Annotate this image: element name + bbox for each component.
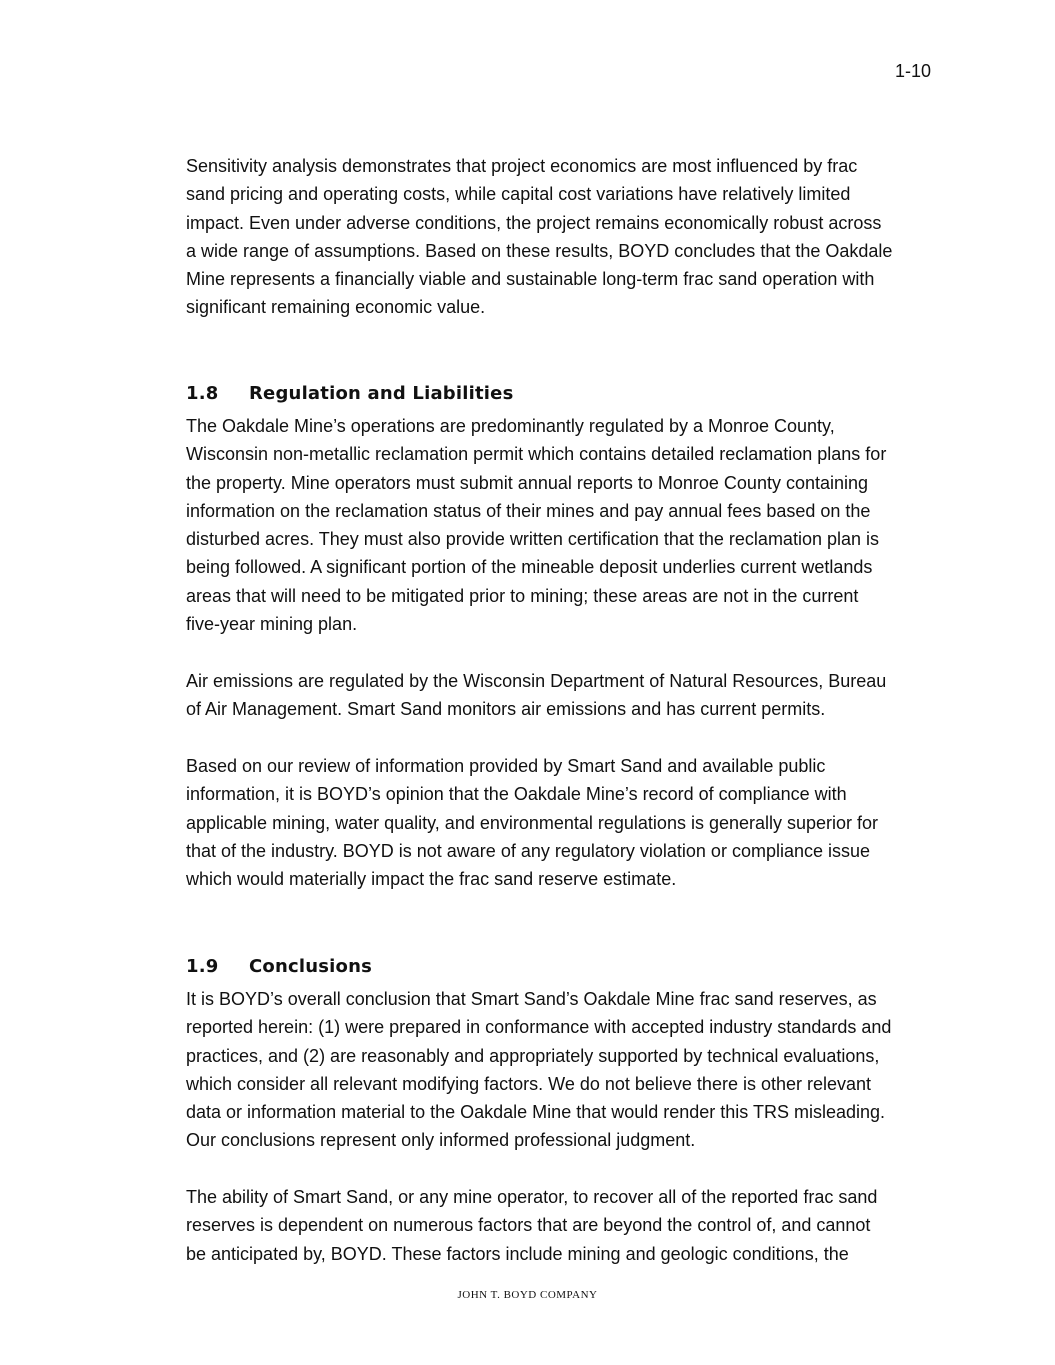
text-line: the property. Mine operators must submit annual reports to Monroe County containing bbox=[186, 472, 869, 493]
paragraph-compliance bbox=[186, 752, 946, 893]
section-title: Regulation and Liabilities bbox=[249, 383, 514, 404]
text-line: The Oakdale Mine’s operations are predominantly regulated by a Monroe County, bbox=[186, 416, 835, 436]
text-line: significant remaining economic value. bbox=[186, 297, 486, 318]
text-line: be anticipated by, BOYD. These factors include mining and geologic conditions, the bbox=[186, 1243, 849, 1264]
text-line: which would materially impact the frac sand reserve estimate. bbox=[186, 869, 677, 890]
paragraph-conclusion bbox=[186, 985, 946, 1155]
text-line: which consider all relevant modifying factors. We do not believe there is other relevant bbox=[186, 1073, 872, 1094]
paragraph-regulation bbox=[186, 412, 946, 638]
text-line: applicable mining, water quality, and environmental regulations is generally superior for bbox=[186, 812, 879, 833]
text-line: Mine represents a financially viable and sustainable long-term frac sand operation with bbox=[186, 269, 875, 290]
text-line: information, it is BOYD’s opinion that the Oakdale Mine’s record of compliance with bbox=[186, 784, 847, 805]
text-line: of Air Management. Smart Sand monitors air emissions and has current permits. bbox=[186, 699, 826, 720]
footer-company-name: JOHN T. BOYD COMPANY bbox=[457, 1289, 598, 1301]
paragraph-air-emissions bbox=[186, 667, 946, 724]
text-line: sand pricing and operating costs, while capital cost variations have relatively limited bbox=[186, 184, 851, 205]
paragraph-sensitivity bbox=[186, 152, 946, 322]
text-line: impact. Even under adverse conditions, the project remains economically robust across bbox=[186, 212, 882, 233]
text-line: Sensitivity analysis demonstrates that project economics are most influenced by frac bbox=[186, 156, 858, 176]
text-line: Wisconsin non-metallic reclamation permit which contains detailed reclamation plans for bbox=[186, 444, 887, 465]
text-line: data or information material to the Oakdale Mine that would render this TRS misleading. bbox=[186, 1102, 886, 1123]
section-number: 1.8 bbox=[186, 383, 219, 404]
text-line: five-year mining plan. bbox=[186, 614, 358, 635]
text-line: Our conclusions represent only informed professional judgment. bbox=[186, 1130, 696, 1151]
section-heading-1-8 bbox=[186, 383, 514, 404]
paragraph-recovery-factors bbox=[186, 1183, 946, 1268]
text-line: that of the industry. BOYD is not aware of any regulatory violation or compliance issue bbox=[186, 840, 871, 861]
section-heading-1-9 bbox=[186, 956, 372, 977]
text-line: practices, and (2) are reasonably and appropriately supported by technical evaluations, bbox=[186, 1045, 880, 1066]
section-title: Conclusions bbox=[249, 956, 373, 977]
text-line: information on the reclamation status of their mines and pay annual fees based on the bbox=[186, 500, 871, 521]
text-line: a wide range of assumptions. Based on these results, BOYD concludes that the Oakdale bbox=[186, 240, 893, 261]
text-line: reported herein: (1) were prepared in conformance with accepted industry standards and bbox=[186, 1017, 892, 1038]
text-line: The ability of Smart Sand, or any mine operator, to recover all of the reported frac sand bbox=[186, 1187, 878, 1207]
section-number: 1.9 bbox=[186, 956, 219, 977]
text-line: It is BOYD’s overall conclusion that Smart Sand’s Oakdale Mine frac sand reserves, as bbox=[186, 989, 877, 1009]
text-line: areas that will need to be mitigated prior to mining; these areas are not in the current bbox=[186, 585, 859, 606]
text-line: disturbed acres. They must also provide written certification that the reclamation plan is bbox=[186, 529, 879, 550]
text-line: Air emissions are regulated by the Wisconsin Department of Natural Resources, Bureau bbox=[186, 671, 887, 691]
text-line: reserves is dependent on numerous factors that are beyond the control of, and cannot bbox=[186, 1215, 871, 1236]
text-line: Based on our review of information provided by Smart Sand and available public bbox=[186, 756, 826, 776]
page-number: 1-10 bbox=[894, 61, 931, 81]
text-line: being followed. A significant portion of the mineable deposit underlies current wetlands bbox=[186, 557, 873, 578]
